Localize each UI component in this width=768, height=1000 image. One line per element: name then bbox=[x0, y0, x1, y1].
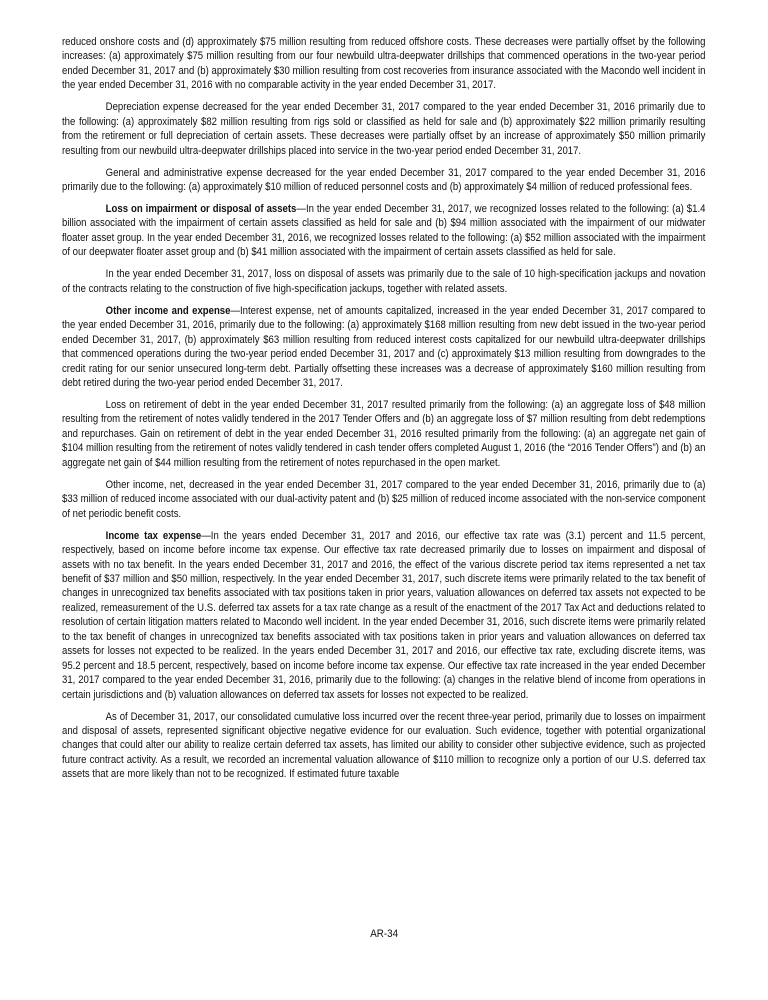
paragraph-other-income-net bbox=[62, 478, 705, 521]
page-number: AR-34 bbox=[370, 928, 398, 940]
paragraph-text: —Interest expense, net of amounts capitalized, increased in the year ended December 31, 2017 compared to the year ended December 31, 2016, primarily due to the following: (a) approximately $168 million resulting from new debt issued in the two-year period ended December 31, 2017, (b) approximately $63 million resulting from reduced interest costs capitalized for our newbuild ultra-deepwater drillships that commenced operations during the two-year period ended December 31, 2017 and (c) approximately $13 million resulting from downgrades to the credit rating for our senior unsecured long-term debt. Partially offsetting these increases was a decrease of approximately $160 million resulting from debt retired during the two-year period ended December 31, 2017. bbox=[62, 304, 706, 390]
paragraph-loss-impairment bbox=[62, 202, 705, 260]
paragraph-depreciation bbox=[62, 100, 705, 158]
paragraph-text: reduced onshore costs and (d) approximately $75 million resulting from reduced offshore costs. These decreases were partially offset by the following increases: (a) approximately $75 million resulting from our four newbuild ultra-deepwater drillships that commenced operations in the two-year period ended December 31, 2017 and (b) approximately $30 million resulting from cost recoveries from insurance associated with the Macondo well incident in the year ended December 31, 2016 with no comparable activity in the year ended December 31, 2017. bbox=[62, 36, 706, 92]
paragraph-text: Loss on retirement of debt in the year ended December 31, 2017 resulted primarily from the following: (a) an aggregate loss of $48 million resulting from the retirement of notes validly tendered in the 2017 Tender Offers and (b) an aggregate loss of $7 million resulting from debt redemptions and repurchases. Gain on retirement of debt in the year ended December 31, 2016 resulted primarily from the following: (a) an aggregate net gain of $104 million resulting from the retirement of notes validly tendered in cash tender offers completed August 1, 2016 (the “2016 Tender Offers”) and (b) an aggregate net gain of $44 million resulting from the retirement of notes repurchased in the open market. bbox=[62, 398, 706, 469]
paragraph-heading: Income tax expense bbox=[105, 529, 202, 542]
paragraph-retirement-debt bbox=[62, 398, 705, 470]
paragraph-text: In the year ended December 31, 2017, loss on disposal of assets was primarily due to the sale of 10 high-specification jackups and novation of the contracts relating to the construction of five high-specification jackups, together with related assets. bbox=[62, 268, 706, 295]
paragraph-text: —In the year ended December 31, 2017, we recognized losses related to the following: (a) $1.4 billion associated with the impairment of certain assets classified as held for sale and (b) $94 million associated with the impairment of our midwater floater asset group. In the year ended December 31, 2016, we recognized losses related to the following: (a) $52 million associated with the impairment of our deepwater floater asset group and (b) $41 million associated with the impairment of certain assets classified as held for sale. bbox=[62, 203, 706, 259]
paragraph-heading: Loss on impairment or disposal of assets bbox=[105, 203, 297, 216]
paragraph-text: Other income, net, decreased in the year ended December 31, 2017 compared to the year ended December 31, 2016, primarily due to (a) $33 million of reduced income associated with our dual-activity patent and (b) $25 million of reduced income associated with the non-service component of net periodic benefit costs. bbox=[62, 478, 706, 520]
paragraph-other-income bbox=[62, 304, 705, 391]
paragraph-continuation bbox=[62, 35, 705, 93]
paragraph-text: As of December 31, 2017, our consolidated cumulative loss incurred over the recent three-year period, primarily due to losses on impairment and disposal of assets, represented significant objective negative evidence for our evaluation. Such evidence, together with potential organizational changes that could alter our ability to realize certain deferred tax assets, has limited our ability to consider other subjective evidence, such as projected future contract activity. As a result, we recorded an incremental valuation allowance of $110 million to recognize only a portion of our U.S. deferred tax assets that are more likely than not to be recognized. If estimated future taxable bbox=[62, 710, 706, 781]
page-footer bbox=[0, 928, 768, 940]
paragraph-income-tax bbox=[62, 529, 705, 702]
document-body bbox=[62, 35, 705, 789]
paragraph-general-admin bbox=[62, 166, 705, 195]
paragraph-text: —In the years ended December 31, 2017 and 2016, our effective tax rate was (3.1) percent and 11.5 percent, respectively, based on income before income tax expense. Our effective tax rate decreased primarily due to losses on impairment and disposal of assets with no tax benefit. In the years ended December 31, 2017 and 2016, the effect of the various discrete period tax items represented a net tax benefit of $37 million and $50 million, respectively. In the year ended December 31, 2017, such discrete items were primarily related to the tax benefit of changes in unrecognized tax benefits associated with tax positions taken in prior years, valuation allowances on deferred tax assets not expected to be realized, remeasurement of the U.S. deferred tax assets for a tax rate change as a result of the enactment of the 2017 Tax Act and deductions related to resolution of certain litigation matters related to Macondo well incident. In the year ended December 31, 2016, such discrete items were primarily related to the tax benefit of changes in unrecognized tax benefits associated with tax positions taken in prior years and valuation allowances on deferred tax assets for losses not expected to be realized. In the years ended December 31, 2017 and 2016, our effective tax rate, excluding discrete items, was 95.2 percent and 18.5 percent, respectively, based on income before income tax expense. Our effective tax rate increased in the year ended December 31, 2017 compared to the year ended December 31, 2016, primarily due to the following: (a) changes in the relative blend of income from operations in certain jurisdictions and (b) valuation allowances on deferred tax assets for losses not expected to be realized. bbox=[62, 529, 706, 701]
paragraph-loss-disposal bbox=[62, 267, 705, 296]
paragraph-text: General and administrative expense decreased for the year ended December 31, 2017 compared to the year ended December 31, 2016 primarily due to the following: (a) approximately $10 million of reduced personnel costs and (b) approximately $4 million of reduced professional fees. bbox=[62, 166, 706, 194]
paragraph-text: Depreciation expense decreased for the year ended December 31, 2017 compared to the year ended December 31, 2016 primarily due to the following: (a) approximately $82 million resulting from rigs sold or classified as held for sale and (b) approximately $22 million primarily resulting from the retirement or full depreciation of certain assets. These decreases were partially offset by an increase of approximately $50 million primarily resulting from our newbuild ultra-deepwater drillships placed into service in the two-year period ended December 31, 2017. bbox=[62, 101, 706, 157]
paragraph-valuation-allowance bbox=[62, 710, 705, 782]
paragraph-heading: Other income and expense bbox=[105, 304, 231, 317]
